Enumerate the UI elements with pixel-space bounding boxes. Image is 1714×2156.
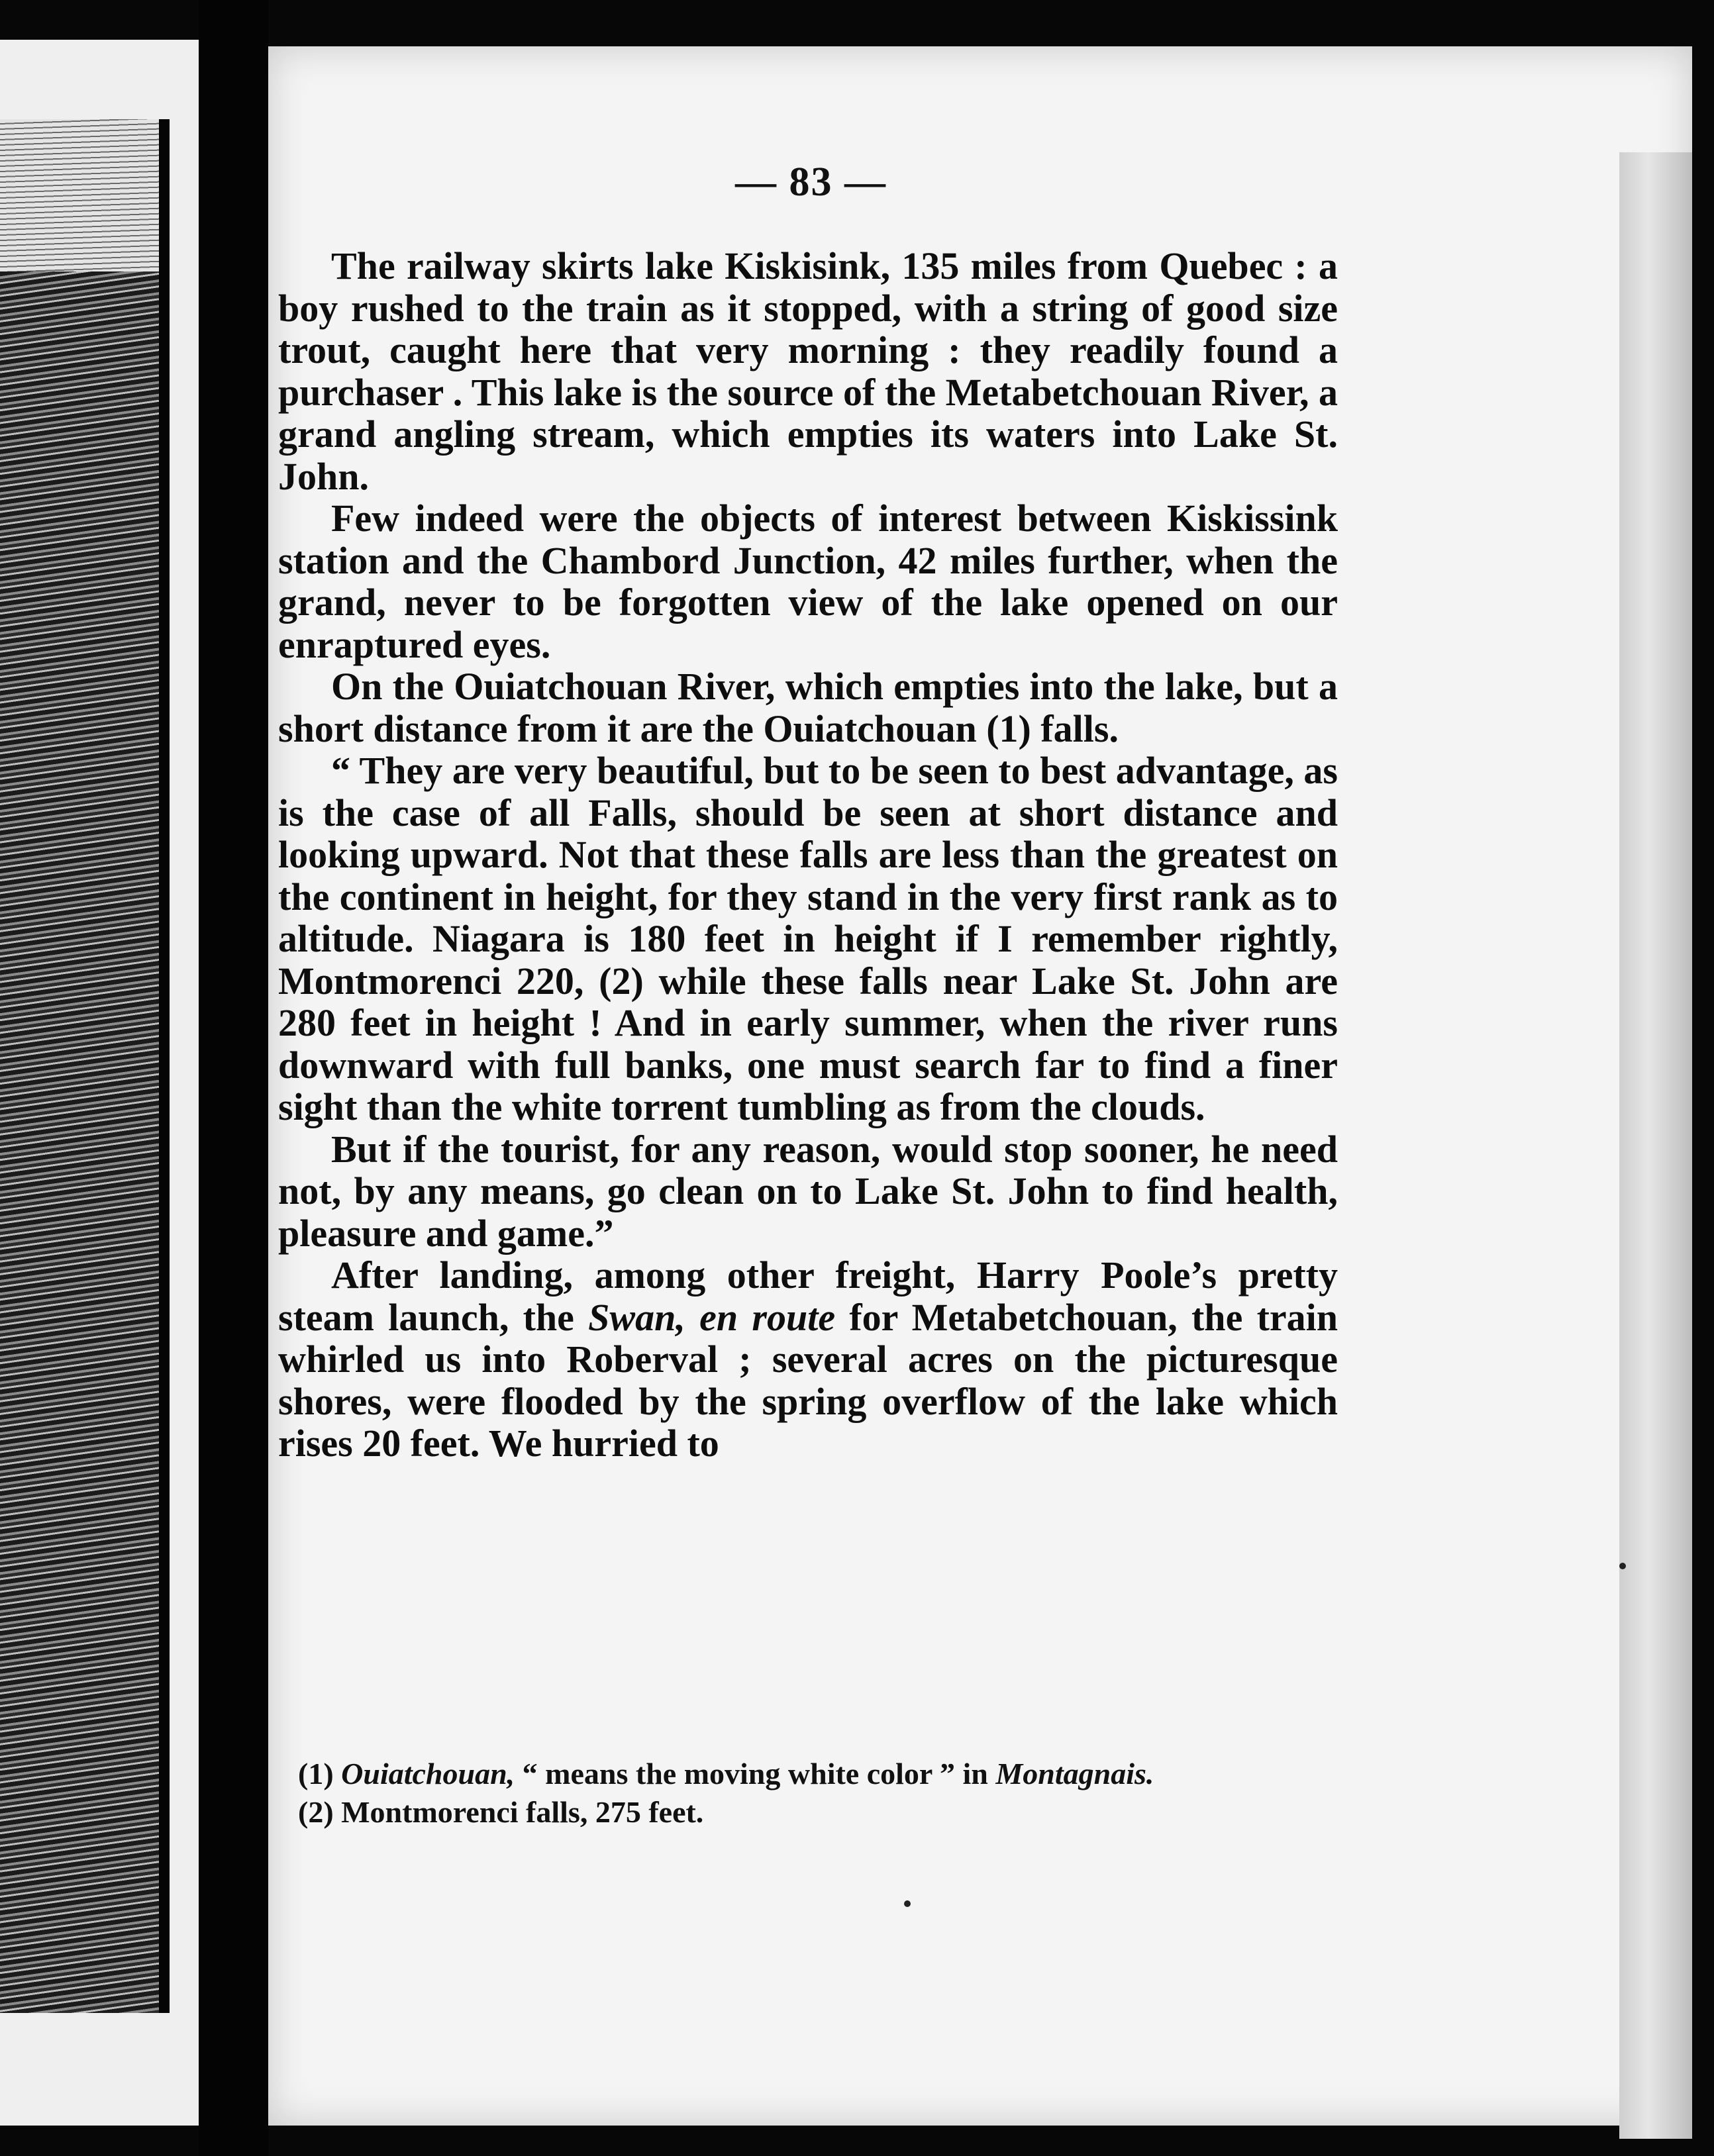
footnote-language: Montagnais.	[995, 1757, 1154, 1790]
footnote-marker: (1)	[298, 1757, 334, 1790]
paragraph: The railway skirts lake Kiskisink, 135 miles from Quebec : a boy rushed to the train as it stopped, with a string of good size trout, caught here that very morning : they readily found a purchaser . This lake is the source of the Metabetchouan River, a grand angling stream, which empties its waters into Lake St. John.	[278, 244, 1338, 498]
body-text	[278, 245, 1338, 1465]
paragraph: “ They are very beautiful, but to be seen to best advantage, as is the case of all Falls, should be seen at short distance and looking upward. Not that these falls are less than the greatest on the continent in height, for they stand in the very first rank as to altitude. Niagara is 180 feet in height if I remember rightly, Montmorenci 220, (2) while these falls near Lake St. John are 280 feet in height ! And in early summer, when the river runs downward with full banks, one must search far to find a finer sight than the white torrent tumbling as from the clouds.	[278, 749, 1338, 1128]
page-edge	[1619, 152, 1692, 2139]
footnotes	[265, 1755, 1338, 1832]
ink-speck	[904, 1900, 911, 1907]
boat-name: Swan, en route	[588, 1295, 836, 1339]
paragraph-text: for Metabetchouan, the train whirled us into Roberval ; several acres on the picturesque shores, were flooded by the spring overflow of the lake which rises 20 feet. We hurried to	[278, 1295, 1338, 1465]
engraving-illustration	[0, 119, 170, 2013]
book-gutter	[199, 0, 268, 2156]
footnote-text: “ means the moving white color ” in	[515, 1757, 996, 1790]
paragraph: But if the tourist, for any reason, would stop sooner, he need not, by any means, go clean on to Lake St. John to find health, pleasure and game.”	[278, 1127, 1338, 1255]
footnote-2: (2) Montmorenci falls, 275 feet.	[298, 1795, 704, 1829]
footnote-1	[265, 1755, 1338, 1793]
paragraph: On the Ouiatchouan River, which empties into the lake, but a short distance from it are the Ouiatchouan (1) falls.	[278, 665, 1338, 750]
footnote-term: Ouiatchouan,	[341, 1757, 515, 1790]
paragraph: Few indeed were the objects of interest between Kiskissink station and the Chambord Junction, 42 miles further, when the grand, never to be forgotten view of the lake opened on our enraptured eyes.	[278, 497, 1338, 666]
paragraph	[278, 1254, 1338, 1465]
engraving-sky	[0, 119, 159, 271]
ink-speck	[1619, 1563, 1626, 1569]
page-number: — 83 —	[735, 160, 887, 205]
paragraph-text: After landing, among other freight, Harry Poole’s pretty steam launch, the	[278, 1253, 1338, 1339]
